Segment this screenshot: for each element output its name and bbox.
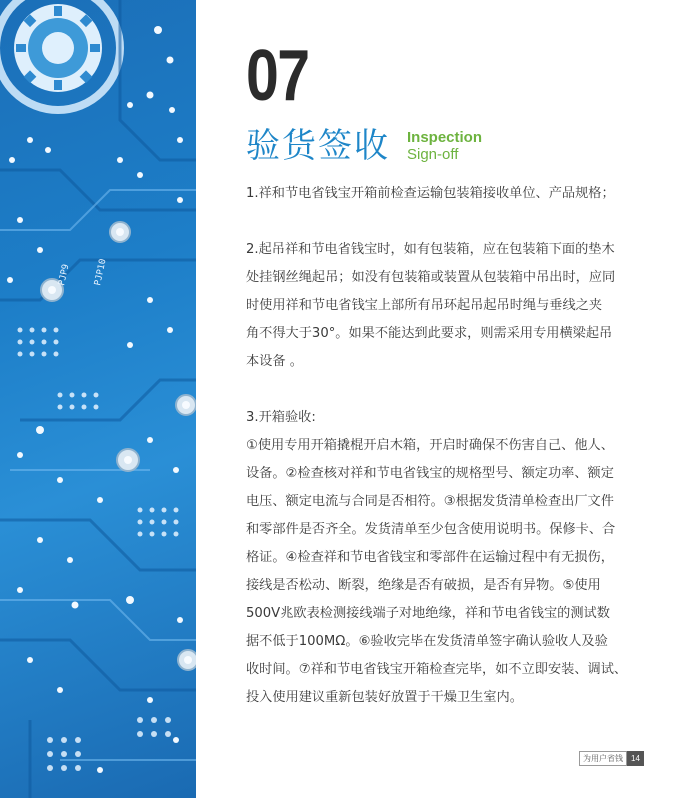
chapter-number: 07 (246, 36, 309, 116)
page-number: 14 (627, 751, 644, 766)
paragraph-3-line: 设备。②检查核对祥和节电省钱宝的规格型号、额定功率、额定 (246, 466, 614, 481)
board-label-pjp9: PJP9 (57, 263, 72, 287)
paragraph-3-line: 收时间。⑦祥和节电省钱宝开箱检查完毕，如不立即安装、调试、 (246, 662, 628, 677)
circuit-board-graphic (0, 0, 196, 798)
paragraph-3-line: ①使用专用开箱撬棍开启木箱，开启时确保不伤害自己、他人、 (246, 438, 614, 453)
paragraph-3-line: 投入使用建议重新包装好放置于干燥卫生室内。 (246, 690, 523, 705)
section-title: 验货签收 (246, 126, 390, 166)
paragraph-2-line: 本设备 。 (246, 354, 303, 369)
paragraph-3-line: 据不低于100MΩ。⑥验收完毕在发货清单签字确认验收人及验 (246, 634, 608, 649)
board-label-pjp10: PJP10 (93, 258, 109, 287)
paragraph-3-line: 格证。④检查祥和节电省钱宝和零部件在运输过程中有无损伤， (246, 550, 614, 565)
paragraph-2-line: 角不得大于30°。如果不能达到此要求，则需采用专用横梁起吊 (246, 326, 613, 341)
paragraph-3-line: 电压、额定电流与合同是否相符。③根据发货清单检查出厂文件 (246, 494, 614, 509)
paragraph-3-line: 和零部件是否齐全。发货清单至少包含使用说明书。保修卡、合 (246, 522, 616, 537)
paragraph-3-line: 接线是否松动、断裂，绝缘是否有破损，是否有异物。⑤使用 (246, 578, 601, 593)
paragraph-1: 1.祥和节电省钱宝开箱前检查运输包装箱接收单位、产品规格； (246, 186, 615, 201)
paragraph-3-heading: 3.开箱验收: (246, 410, 316, 425)
circuit-board-image (0, 0, 196, 798)
paragraph-2-line: 时使用祥和节电省钱宝上部所有吊环起吊起吊时绳与垂线之夹 (246, 298, 603, 313)
section-subtitle-en (407, 129, 482, 163)
paragraph-2-line: 2.起吊祥和节电省钱宝时，如有包装箱，应在包装箱下面的垫木 (246, 242, 615, 257)
paragraph-2-line: 处挂钢丝绳起吊；如没有包装箱或装置从包装箱中吊出时，应同 (246, 270, 616, 285)
body-text (246, 180, 638, 712)
paragraph-3-line: 500V兆欧表检测接线端子对地绝缘，祥和节电省钱宝的测试数 (246, 606, 610, 621)
subtitle-line-1: Inspection (407, 129, 483, 146)
subtitle-line-2: Sign-off (407, 146, 459, 163)
page-footer (579, 751, 644, 766)
footer-slogan: 为用户省钱 (579, 751, 627, 766)
